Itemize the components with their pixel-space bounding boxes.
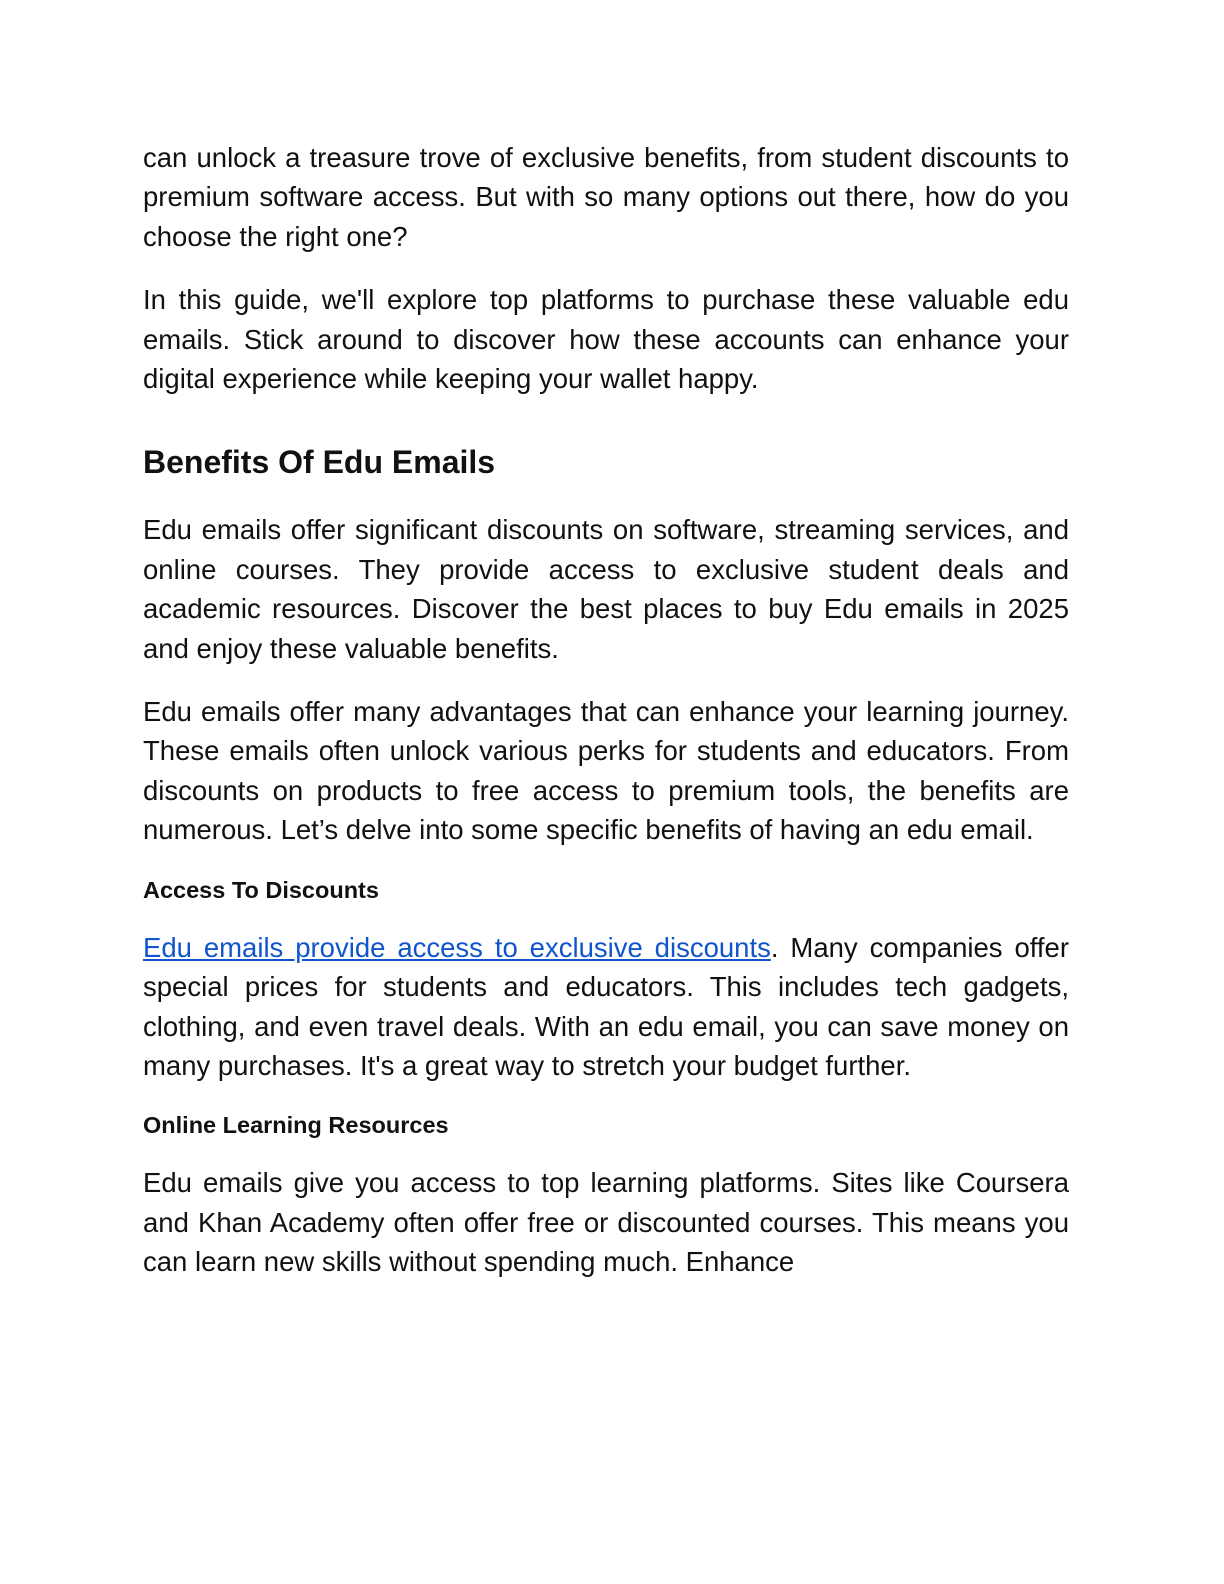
benefits-paragraph-2: Edu emails offer many advantages that can enhance your learning journey. These emails often unlock various perks for students and educators. From discounts on products to free access to premium tools, the benefits are numerous. Let’s delve into some specific benefits of having an edu email.: [143, 696, 1069, 846]
discounts-heading: Access To Discounts: [143, 876, 379, 903]
intro-paragraph-2: In this guide, we'll explore top platforms to purchase these valuable edu emails. Stick around to discover how these accounts can enhance your digital experience while keeping your wallet happy.: [143, 284, 1069, 395]
benefits-paragraph-1: Edu emails offer significant discounts on software, streaming services, and online courses. They provide access to exclusive student deals and academic resources. Discover the best places to buy Edu emails in 2025 and enjoy these valuable benefits.: [143, 514, 1069, 664]
discounts-link[interactable]: Edu emails provide access to exclusive discounts: [143, 931, 771, 963]
discounts-paragraph-text: . Many companies offer special prices for students and educators. This includes tech gadgets, clothing, and even travel deals. With an edu email, you can save money on many purchases. It's a great way to stretch your budget further.: [143, 931, 1069, 1081]
intro-paragraph-1: can unlock a treasure trove of exclusive benefits, from student discounts to premium software access. But with so many options out there, how do you choose the right one?: [143, 142, 1069, 252]
learning-paragraph: Edu emails give you access to top learning platforms. Sites like Coursera and Khan Academy often offer free or discounted courses. This means you can learn new skills without spending much. Enhance: [143, 1167, 1069, 1278]
document-page: [143, 138, 1069, 1282]
benefits-heading: Benefits Of Edu Emails: [143, 444, 496, 481]
discounts-paragraph: [143, 928, 1069, 1086]
learning-heading: Online Learning Resources: [143, 1112, 449, 1139]
